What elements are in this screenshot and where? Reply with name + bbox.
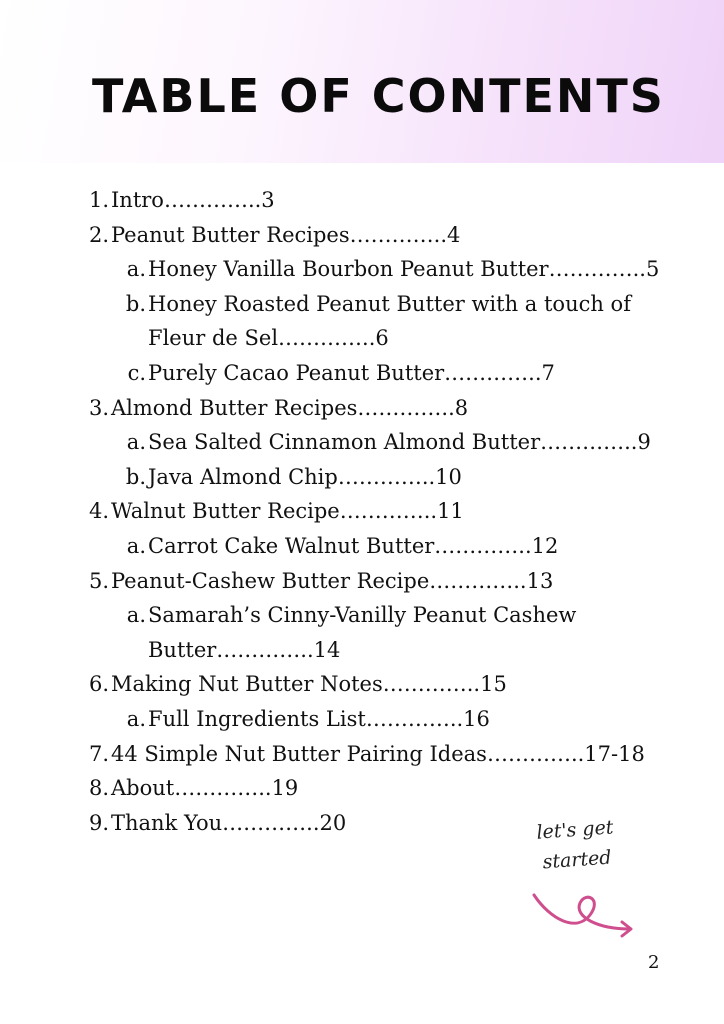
toc-text: Sea Salted Cinnamon Almond Butter…………..9 — [148, 430, 651, 455]
toc-letter: c. — [127, 360, 146, 385]
toc-text: Carrot Cake Walnut Butter…………..12 — [148, 533, 559, 558]
toc-item[interactable] — [0, 218, 724, 253]
toc-text: Thank You…………..20 — [111, 810, 347, 835]
toc-subitem[interactable] — [0, 460, 724, 495]
toc-item[interactable] — [0, 737, 724, 772]
toc-text: Honey Vanilla Bourbon Peanut Butter…………..5 — [148, 257, 660, 282]
toc-number: 2. — [88, 222, 109, 247]
toc-letter: b. — [125, 291, 146, 316]
toc-text: Making Nut Butter Notes…………..15 — [111, 672, 507, 697]
toc-number: 7. — [88, 741, 109, 766]
lets-get-started-callout — [524, 812, 628, 879]
toc-number: 3. — [88, 395, 109, 420]
toc-number: 6. — [88, 672, 109, 697]
toc-item[interactable] — [0, 183, 724, 218]
toc-text: Almond Butter Recipes…………..8 — [111, 395, 469, 420]
toc-number: 5. — [88, 568, 109, 593]
toc-text: Intro…………..3 — [111, 188, 275, 212]
toc-number: 1. — [88, 188, 109, 212]
toc-text: Honey Roasted Peanut Butter with a touch of Fleur de Sel…………..6 — [148, 291, 631, 351]
toc-text: Walnut Butter Recipe…………..11 — [111, 499, 464, 524]
toc-subitem[interactable] — [0, 252, 724, 287]
toc-text: About…………..19 — [111, 776, 299, 801]
toc-subitem[interactable] — [0, 425, 724, 460]
toc-number: 4. — [88, 499, 109, 524]
toc-text: Peanut-Cashew Butter Recipe…………..13 — [111, 568, 554, 593]
table-of-contents — [0, 183, 724, 840]
toc-text: Purely Cacao Peanut Butter…………..7 — [148, 360, 555, 385]
toc-letter: a. — [126, 257, 146, 282]
toc-text: Java Almond Chip…………..10 — [148, 464, 462, 489]
curly-arrow-icon — [528, 885, 640, 941]
toc-letter: a. — [126, 603, 146, 628]
toc-text: 44 Simple Nut Butter Pairing Ideas…………..17-18 — [111, 741, 645, 766]
callout-line-2: started — [541, 846, 613, 874]
toc-subitem[interactable] — [0, 529, 724, 564]
toc-letter: b. — [125, 464, 146, 489]
toc-letter: a. — [126, 706, 146, 731]
toc-subitem[interactable] — [0, 702, 724, 737]
page-number: 2 — [648, 952, 660, 973]
toc-item[interactable] — [0, 391, 724, 426]
callout-line-1: let's get — [535, 816, 615, 844]
toc-text: Peanut Butter Recipes…………..4 — [111, 222, 461, 247]
toc-item[interactable] — [0, 494, 724, 529]
toc-item[interactable] — [0, 564, 724, 599]
toc-subitem[interactable] — [0, 598, 724, 667]
toc-number: 9. — [88, 810, 109, 835]
toc-subitem[interactable] — [0, 356, 724, 391]
toc-text: Samarah’s Cinny-Vanilly Peanut Cashew Butter…………..14 — [148, 603, 577, 662]
toc-letter: a. — [126, 430, 146, 455]
toc-item[interactable] — [0, 771, 724, 806]
page-title: TABLE OF CONTENTS — [92, 69, 665, 123]
toc-letter: a. — [126, 533, 146, 558]
toc-subitem[interactable] — [0, 287, 724, 356]
toc-number: 8. — [88, 776, 109, 801]
toc-item[interactable] — [0, 667, 724, 702]
toc-text: Full Ingredients List…………..16 — [148, 706, 490, 731]
